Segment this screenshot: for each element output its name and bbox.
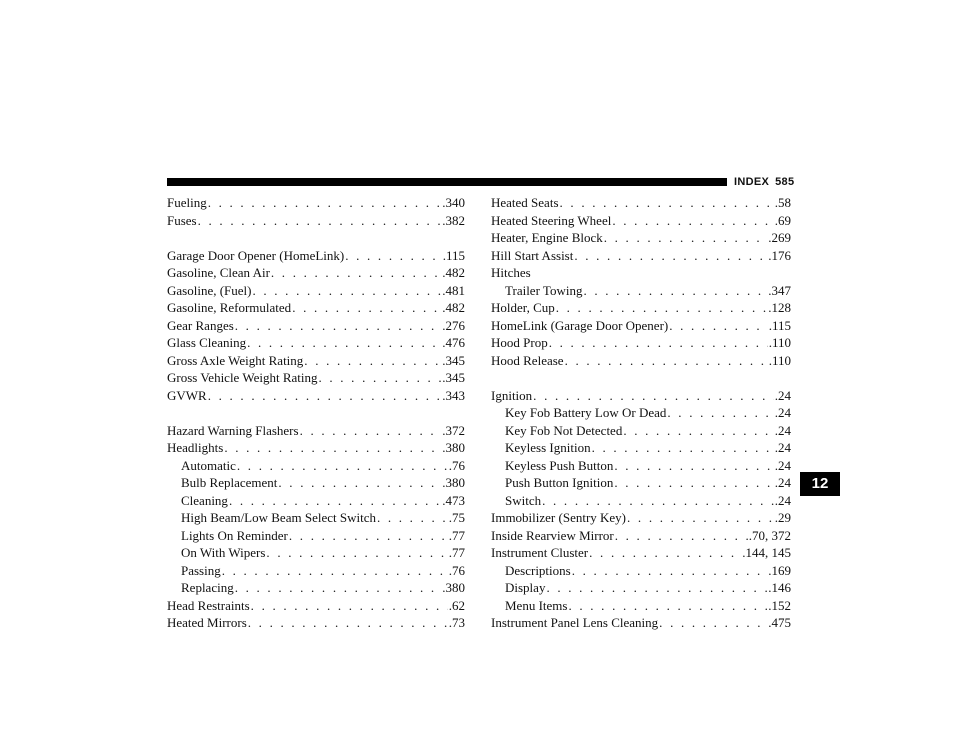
entry-page-ref[interactable]: .24 — [774, 492, 791, 508]
entry-page-ref[interactable]: .481 — [442, 282, 465, 298]
dot-leader — [546, 579, 767, 597]
dot-leader — [224, 439, 441, 457]
index-entry[interactable] — [167, 212, 465, 230]
entry-label: Gasoline, Clean Air — [167, 265, 270, 280]
entry-page-ref[interactable]: .29 — [774, 510, 791, 525]
dot-leader — [542, 492, 774, 510]
entry-page-ref[interactable]: .76 — [448, 457, 465, 473]
entry-label: Hood Release — [491, 352, 564, 368]
dot-leader — [229, 492, 441, 510]
index-entry[interactable] — [167, 282, 465, 300]
dot-leader — [614, 474, 773, 492]
dot-leader — [300, 422, 442, 440]
entry-label: Instrument Panel Lens Cleaning — [491, 615, 659, 630]
index-subentry[interactable] — [167, 562, 465, 580]
index-entry[interactable] — [491, 247, 791, 265]
entry-page-ref[interactable]: .345 — [442, 352, 465, 368]
dot-leader — [572, 562, 768, 580]
dot-leader — [560, 194, 774, 212]
entry-page-ref[interactable]: .482 — [442, 265, 465, 280]
entry-label: Gasoline, (Fuel) — [167, 282, 252, 298]
running-header — [734, 177, 800, 188]
entry-label: High Beam/Low Beam Select Switch — [181, 510, 376, 525]
index-entry[interactable] — [491, 299, 791, 317]
entry-label: Key Fob Battery Low Or Dead — [505, 405, 667, 420]
index-entry[interactable] — [167, 194, 465, 212]
index-entry[interactable] — [491, 229, 791, 247]
entry-label: Instrument Cluster — [491, 545, 589, 560]
entry-label: Inside Rearview Mirror — [491, 527, 614, 543]
dot-leader — [208, 194, 442, 212]
dot-leader — [614, 457, 773, 475]
index-entry[interactable] — [491, 527, 791, 545]
entry-page-ref[interactable]: .380 — [442, 580, 465, 595]
dot-leader — [237, 457, 448, 475]
dot-leader — [222, 562, 448, 580]
dot-leader — [583, 282, 767, 300]
entry-page-ref[interactable]: .152 — [768, 597, 791, 613]
dot-leader — [289, 527, 448, 545]
entry-page-ref[interactable]: .77 — [448, 527, 465, 543]
entry-page-ref[interactable]: .380 — [442, 440, 465, 455]
dot-leader — [589, 544, 741, 562]
entry-page-ref[interactable]: .76 — [448, 562, 465, 578]
index-entry[interactable] — [491, 544, 791, 562]
index-subentry[interactable] — [167, 509, 465, 527]
index-entry[interactable] — [491, 509, 791, 527]
entry-page-ref[interactable]: .476 — [442, 335, 465, 350]
entry-page-ref[interactable]: .372 — [442, 422, 465, 438]
index-subentry[interactable] — [491, 562, 791, 580]
index-subentry[interactable] — [491, 457, 791, 475]
entry-page-ref[interactable]: .115 — [442, 247, 465, 263]
dot-leader — [377, 509, 448, 527]
entry-label: Display — [505, 580, 546, 595]
entry-page-ref[interactable]: .69 — [774, 212, 791, 228]
entry-label: Trailer Towing — [505, 282, 583, 298]
entry-label: Switch — [505, 492, 542, 508]
dot-leader — [235, 317, 441, 335]
entry-label: Holder, Cup — [491, 300, 555, 315]
index-subentry[interactable] — [167, 474, 465, 492]
dot-leader — [318, 369, 441, 387]
header-rule — [167, 178, 727, 186]
entry-page-ref[interactable]: .24 — [774, 405, 791, 420]
entry-label: Push Button Ignition — [505, 475, 614, 490]
index-entry[interactable] — [167, 334, 465, 352]
entry-page-ref[interactable]: .70, 372 — [748, 527, 791, 543]
entry-label: Heated Mirrors — [167, 615, 247, 630]
entry-label: Automatic — [181, 457, 236, 473]
header-section: INDEX — [734, 176, 770, 188]
entry-page-ref[interactable]: .382 — [442, 212, 465, 228]
entry-page-ref[interactable]: .343 — [442, 387, 465, 403]
entry-page-ref[interactable]: .24 — [774, 422, 791, 438]
entry-page-ref[interactable]: .473 — [442, 492, 465, 508]
dot-leader — [615, 527, 748, 545]
dot-leader — [627, 509, 774, 527]
dot-leader — [278, 474, 441, 492]
entry-label: Gross Axle Weight Rating — [167, 352, 304, 368]
entry-page-ref[interactable]: .269 — [768, 230, 791, 245]
index-column-right — [491, 194, 791, 632]
entry-page-ref[interactable]: .169 — [768, 562, 791, 578]
entry-label: Fuses — [167, 212, 197, 228]
dot-leader — [533, 387, 774, 405]
dot-leader — [549, 334, 768, 352]
entry-label: Cleaning — [181, 492, 228, 508]
entry-label: Keyless Ignition — [505, 440, 591, 455]
section-tab[interactable]: 12 — [800, 472, 840, 496]
header-page-number: 585 — [775, 176, 795, 188]
entry-page-ref[interactable]: .146 — [768, 580, 791, 595]
index-entry[interactable] — [491, 614, 791, 632]
entry-page-ref[interactable]: .58 — [774, 195, 791, 210]
index-subentry[interactable] — [491, 579, 791, 597]
index-entry[interactable] — [491, 352, 791, 370]
index-subentry[interactable] — [491, 282, 791, 300]
entry-page-ref[interactable]: .482 — [442, 300, 465, 315]
index-subentry[interactable] — [491, 474, 791, 492]
entry-label: Fueling — [167, 195, 207, 210]
entry-page-ref[interactable]: .347 — [768, 282, 791, 298]
entry-label: Heated Steering Wheel — [491, 212, 612, 228]
dot-leader — [574, 247, 767, 265]
entry-page-ref[interactable]: .62 — [448, 597, 465, 613]
index-entry[interactable] — [491, 264, 791, 282]
dot-leader — [208, 387, 442, 405]
index-entry[interactable] — [167, 387, 465, 405]
dot-leader — [592, 439, 774, 457]
entry-label: Glass Cleaning — [167, 335, 247, 350]
entry-label: On With Wipers — [181, 545, 266, 560]
entry-page-ref[interactable]: .73 — [448, 615, 465, 630]
entry-page-ref[interactable]: .276 — [442, 317, 465, 333]
entry-label: Bulb Replacement — [181, 475, 278, 490]
entry-label: Gross Vehicle Weight Rating — [167, 370, 318, 385]
entry-page-ref[interactable]: .24 — [774, 387, 791, 403]
entry-label: Hill Start Assist — [491, 247, 574, 263]
entry-label: Hitches — [491, 265, 531, 280]
index-entry[interactable] — [167, 369, 465, 387]
index-subentry[interactable] — [491, 597, 791, 615]
index-entry[interactable] — [167, 247, 465, 265]
entry-label: Replacing — [181, 580, 234, 595]
dot-leader — [251, 597, 448, 615]
entry-label: Head Restraints — [167, 597, 250, 613]
dot-leader — [235, 579, 442, 597]
entry-label: Headlights — [167, 440, 224, 455]
dot-leader — [271, 264, 441, 282]
index-entry[interactable] — [167, 264, 465, 282]
entry-label: HomeLink (Garage Door Opener) — [491, 317, 669, 333]
index-subentry[interactable] — [167, 492, 465, 510]
entry-gap — [167, 404, 465, 422]
index-entry[interactable] — [167, 317, 465, 335]
dot-leader — [248, 614, 448, 632]
index-entry[interactable] — [167, 422, 465, 440]
index-entry[interactable] — [491, 317, 791, 335]
entry-label: Descriptions — [505, 562, 571, 578]
entry-page-ref[interactable]: .24 — [774, 457, 791, 473]
index-entry[interactable] — [167, 352, 465, 370]
entry-page-ref[interactable]: .144, 145 — [742, 545, 791, 560]
index-entry[interactable] — [167, 299, 465, 317]
entry-gap — [491, 369, 791, 387]
entry-page-ref[interactable]: .128 — [768, 300, 791, 315]
index-entry[interactable] — [491, 212, 791, 230]
dot-leader — [266, 544, 447, 562]
entry-label: Garage Door Opener (HomeLink) — [167, 247, 345, 263]
entry-page-ref[interactable]: .75 — [448, 510, 465, 525]
dot-leader — [247, 334, 441, 352]
dot-leader — [198, 212, 442, 230]
entry-page-ref[interactable]: .380 — [442, 475, 465, 490]
index-entry[interactable] — [491, 387, 791, 405]
dot-leader — [667, 404, 773, 422]
dot-leader — [669, 317, 767, 335]
entry-label: Heater, Engine Block — [491, 230, 603, 245]
index-entry[interactable] — [167, 614, 465, 632]
entry-label: Ignition — [491, 387, 533, 403]
dot-leader — [568, 597, 767, 615]
entry-page-ref[interactable]: .176 — [768, 247, 791, 263]
entry-label: Passing — [181, 562, 221, 578]
entry-label: Lights On Reminder — [181, 527, 288, 543]
dot-leader — [304, 352, 441, 370]
index-subentry[interactable] — [167, 457, 465, 475]
index-subentry[interactable] — [167, 527, 465, 545]
entry-page-ref[interactable]: .24 — [774, 475, 791, 490]
index-subentry[interactable] — [491, 404, 791, 422]
index-subentry[interactable] — [491, 422, 791, 440]
dot-leader — [659, 614, 767, 632]
index-entry[interactable] — [491, 194, 791, 212]
entry-gap — [167, 229, 465, 247]
index-entry[interactable] — [491, 334, 791, 352]
entry-page-ref[interactable]: .475 — [768, 615, 791, 630]
index-subentry[interactable] — [491, 492, 791, 510]
index-subentry[interactable] — [167, 544, 465, 562]
entry-label: Keyless Push Button — [505, 457, 614, 473]
dot-leader — [604, 229, 768, 247]
entry-page-ref[interactable]: .24 — [774, 440, 791, 455]
dot-leader — [292, 299, 441, 317]
dot-leader — [623, 422, 773, 440]
entry-page-ref[interactable]: .115 — [768, 317, 791, 333]
index-column-left — [167, 194, 465, 632]
index-entry[interactable] — [167, 597, 465, 615]
entry-label: Key Fob Not Detected — [505, 422, 623, 438]
dot-leader — [556, 299, 768, 317]
entry-page-ref[interactable]: .77 — [448, 545, 465, 560]
entry-page-ref[interactable]: .345 — [442, 370, 465, 385]
dot-leader — [612, 212, 773, 230]
entry-label: Gasoline, Reformulated — [167, 300, 292, 315]
entry-label: Gear Ranges — [167, 317, 234, 333]
index-subentry[interactable] — [491, 439, 791, 457]
entry-label: GVWR — [167, 387, 207, 403]
entry-label: Immobilizer (Sentry Key) — [491, 510, 627, 525]
index-subentry[interactable] — [167, 579, 465, 597]
entry-page-ref[interactable]: .110 — [768, 352, 791, 368]
entry-label: Hood Prop — [491, 335, 548, 350]
entry-label: Menu Items — [505, 597, 568, 613]
dot-leader — [565, 352, 768, 370]
entry-page-ref[interactable]: .110 — [768, 335, 791, 350]
entry-label: Hazard Warning Flashers — [167, 422, 299, 438]
dot-leader — [345, 247, 441, 265]
entry-label: Heated Seats — [491, 195, 559, 210]
index-entry[interactable] — [167, 439, 465, 457]
entry-page-ref[interactable]: .340 — [442, 195, 465, 210]
dot-leader — [252, 282, 441, 300]
